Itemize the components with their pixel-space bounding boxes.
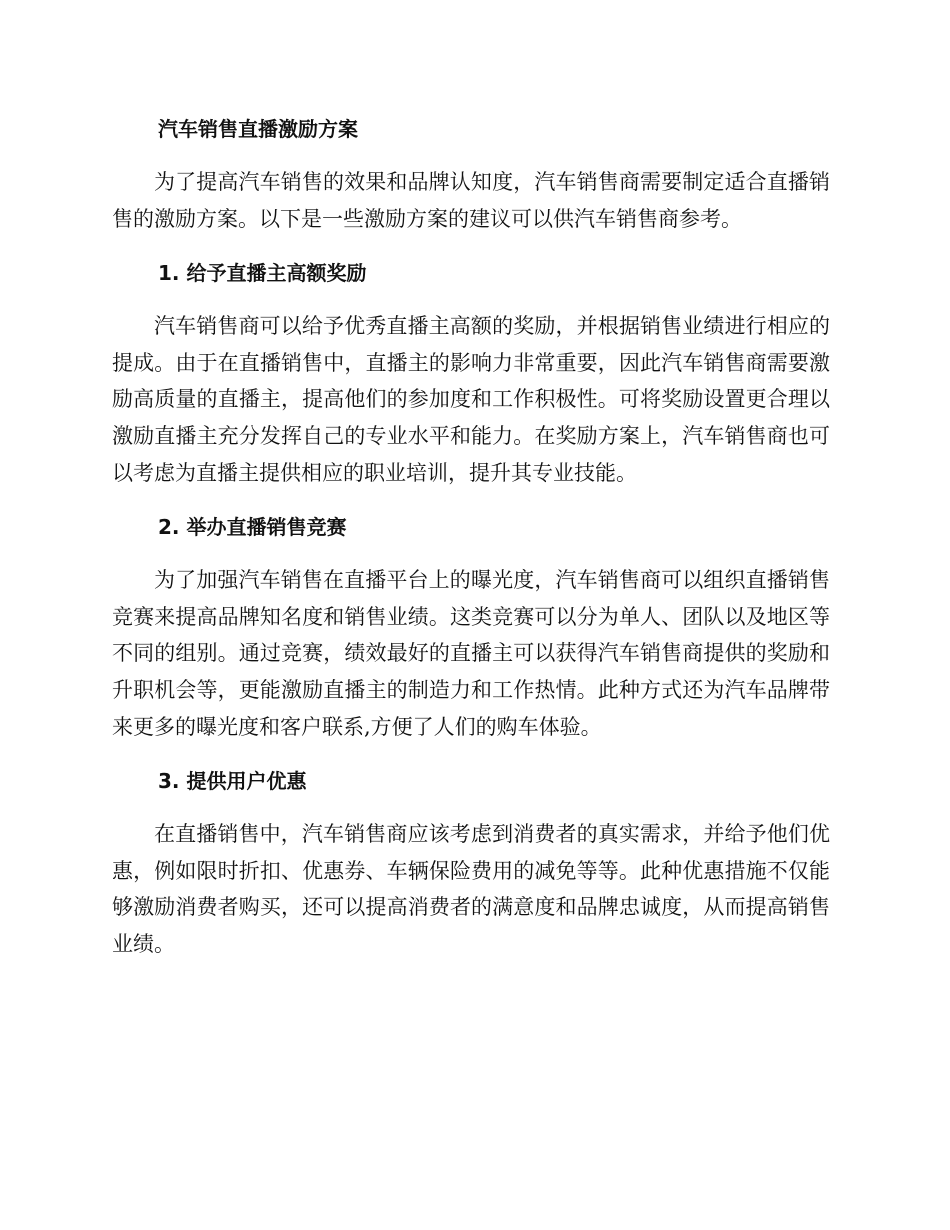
- section-heading-3: 3. 提供用户优惠: [158, 769, 307, 794]
- spacer: [112, 798, 830, 816]
- section-body-1: 汽车销售商可以给予优秀直播主高额的奖励，并根据销售业绩进行相应的提成。由于在直播销售中，直播主的影响力非常重要，因此汽车销售商需要激励高质量的直播主，提高他们的参加度和工作积极性。可将奖励设置更合理以激励直播主充分发挥自己的专业水平和能力。在奖励方案上，汽车销售商也可以考虑为直播主提供相应的职业培训，提升其专业技能。: [112, 314, 830, 485]
- document-title: 汽车销售直播激励方案: [158, 117, 358, 141]
- spacer: [112, 544, 830, 562]
- section-heading-2: 2. 举办直播销售竞赛: [158, 515, 347, 540]
- spacer: [112, 290, 830, 308]
- section-heading-1: 1. 给予直播主高额奖励: [158, 261, 367, 286]
- spacer: [112, 146, 830, 164]
- spacer: [112, 745, 830, 764]
- intro-paragraph: 为了提高汽车销售的效果和品牌认知度，汽车销售商需要制定适合直播销售的激励方案。以下是一些激励方案的建议可以供汽车销售商参考。: [112, 170, 830, 231]
- spacer: [112, 491, 830, 510]
- section-body-3: 在直播销售中，汽车销售商应该考虑到消费者的真实需求，并给予他们优惠，例如限时折扣、优惠券、车辆保险费用的减免等等。此种优惠措施不仅能够激励消费者购买，还可以提高消费者的满意度和品牌忠诚度，从而提高销售业绩。: [112, 822, 830, 956]
- spacer: [112, 237, 830, 256]
- section-body-2: 为了加强汽车销售在直播平台上的曝光度，汽车销售商可以组织直播销售竞赛来提高品牌知名度和销售业绩。这类竞赛可以分为单人、团队以及地区等不同的组别。通过竞赛，绩效最好的直播主可以获得汽车销售商提供的奖励和升职机会等，更能激励直播主的制造力和工作热情。此种方式还为汽车品牌带来更多的曝光度和客户联系,方便了人们的购车体验。: [112, 568, 830, 739]
